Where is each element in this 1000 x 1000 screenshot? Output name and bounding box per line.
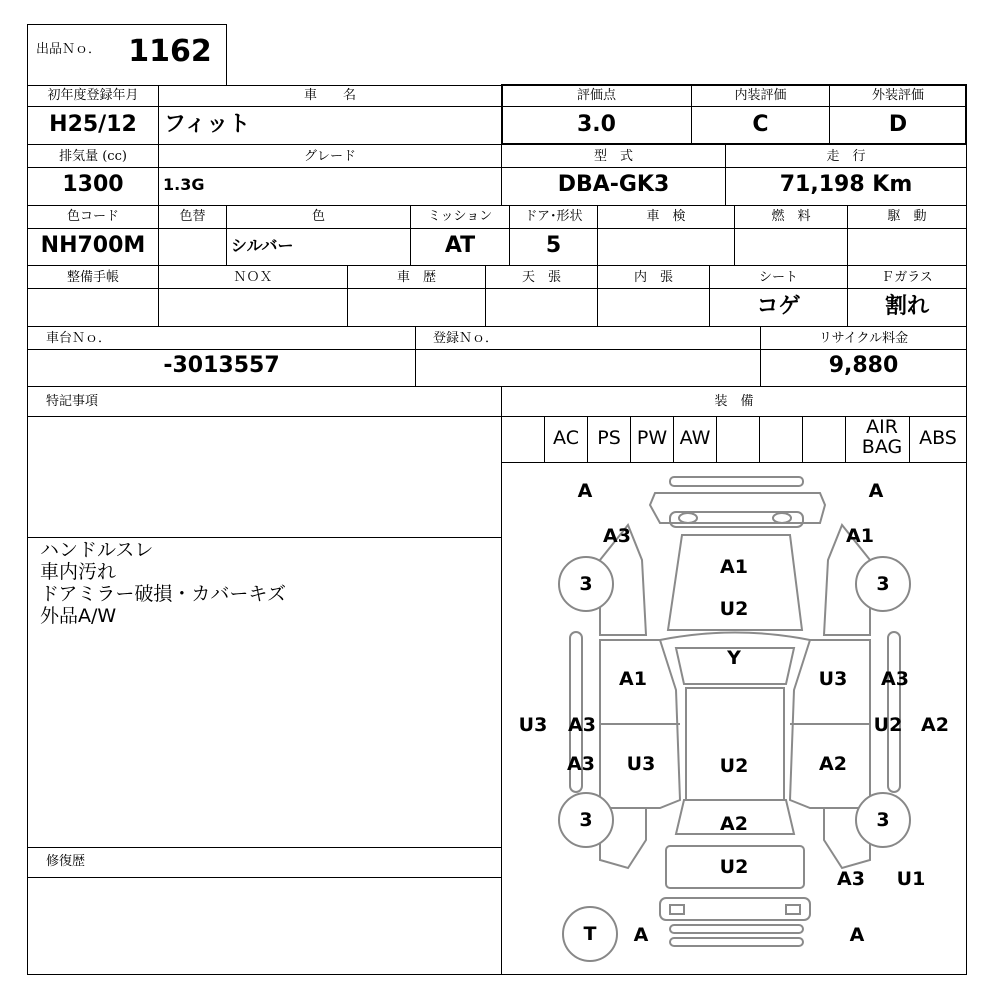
seat-value: コゲ [756,294,801,319]
interior-label: 内装評価 [734,88,787,103]
mark-quarter-right-out: U1 [896,868,926,890]
remark-line: 外品A/W [40,605,117,627]
tire-rear-right: 3 [855,792,911,848]
mission-label: ミッション [427,209,493,224]
mark-rear-right: A [849,924,865,946]
inspection-label: 車 検 [646,209,686,224]
mileage-label: 走 行 [826,149,866,164]
car-name-value: フィット [164,112,251,137]
equipment-label: 装 備 [714,394,754,409]
tire-front-left: 3 [558,556,614,612]
ceiling-label: 天 張 [521,270,561,285]
tire-spare: T [562,906,618,962]
glass-value: 割れ [884,294,929,319]
exterior-label: 外装評価 [871,88,924,103]
mark-fender-right: A1 [846,525,874,547]
interior-value: C [752,112,769,137]
mark-door-rl: A3 [567,753,595,775]
displacement-label: 排気量 (cc) [59,149,127,164]
rear-bumper-shape [670,925,803,933]
tire-front-right: 3 [855,556,911,612]
mark-pillar-left: A1 [619,668,647,690]
remarks-notes [40,539,286,627]
mark-trunk: U2 [719,856,749,878]
remark-line: 車内汚れ [40,561,117,583]
mileage-value: 71,198 Km [779,172,913,197]
equip-item-abs: ABS [919,427,957,449]
equip-item-airbag: AIR BAG [861,416,903,458]
recycle-value: 9,880 [828,353,899,378]
mark-pillar-right: U3 [818,668,848,690]
door-label: ドア･形状 [524,209,583,224]
color-change-label: 色替 [179,209,206,224]
equip-item-ps: PS [597,427,621,449]
right-sill-shape [888,632,900,792]
mark-door-rr: A2 [819,753,847,775]
history-label: 車 歴 [396,270,436,285]
roof-shape [686,688,784,800]
mark-fender-left: A3 [603,525,631,547]
mark-quarter-right: A3 [837,868,865,890]
mark-roof: U2 [719,755,749,777]
chassis-label: 車台Ｎｏ． [46,331,112,346]
mark-door-fl: A3 [568,714,596,736]
color-label: 色 [311,209,325,224]
mark-door-fr: U2 [873,714,903,736]
mark-front-right: A [868,480,884,502]
first-reg-label: 初年度登録年月 [47,88,139,103]
lot-label: 出品Ｎｏ． [36,42,102,57]
equip-item-pw: PW [636,427,668,449]
color-code-value: NH700M [40,233,146,258]
lot-number: 1162 [128,34,212,69]
front-bumper-shape [670,477,803,486]
nox-label: ＮＯＸ [233,270,273,285]
recycle-label: リサイクル料金 [818,331,909,346]
remark-line: ドアミラー破損・カバーキズ [40,583,287,605]
grade-label: グレード [303,149,356,164]
mark-rear-glass: A2 [720,813,748,835]
remark-line: ハンドルスレ [40,539,154,561]
grade-value: 1.3G [163,175,205,194]
remarks-label: 特記事項 [46,394,99,409]
color-value: シルバー [231,236,294,255]
first-reg-value: H25/12 [49,112,137,137]
mark-hood-2: U2 [719,598,749,620]
inner-label: 内 張 [633,270,673,285]
chassis-value: -3013557 [163,353,280,378]
score-value: 3.0 [577,112,616,137]
color-code-label: 色コード [66,209,119,224]
mark-hood-1: A1 [720,556,748,578]
model-value: DBA-GK3 [557,172,670,197]
mark-rear-left: A [633,924,649,946]
score-label: 評価点 [576,88,616,103]
mark-front-left: A [577,480,593,502]
door-value: 5 [545,233,562,258]
mission-value: AT [444,233,476,258]
seat-label: シート [758,270,798,285]
mark-door-fr-out: A2 [921,714,949,736]
equip-item-aw: AW [679,427,711,449]
car-name-label: 車 名 [303,88,356,103]
model-label: 型 式 [593,149,633,164]
registration-label: 登録Ｎｏ． [433,331,499,346]
drive-label: 駆 動 [887,209,927,224]
equip-item-ac: AC [553,427,579,449]
mark-pillar-right-out: A3 [881,668,909,690]
mark-door-fl-out: U3 [518,714,548,736]
mark-windshield: Y [727,647,741,669]
fuel-label: 燃 料 [771,209,811,224]
mark-door-rl-in: U3 [626,753,656,775]
maintenance-label: 整備手帳 [66,270,119,285]
displacement-value: 1300 [62,172,124,197]
front-grille-shape [650,493,825,523]
tire-rear-left: 3 [558,792,614,848]
exterior-value: D [888,112,908,137]
repair-history-label: 修復歴 [46,854,86,869]
glass-label: Ｆガラス [881,270,933,285]
